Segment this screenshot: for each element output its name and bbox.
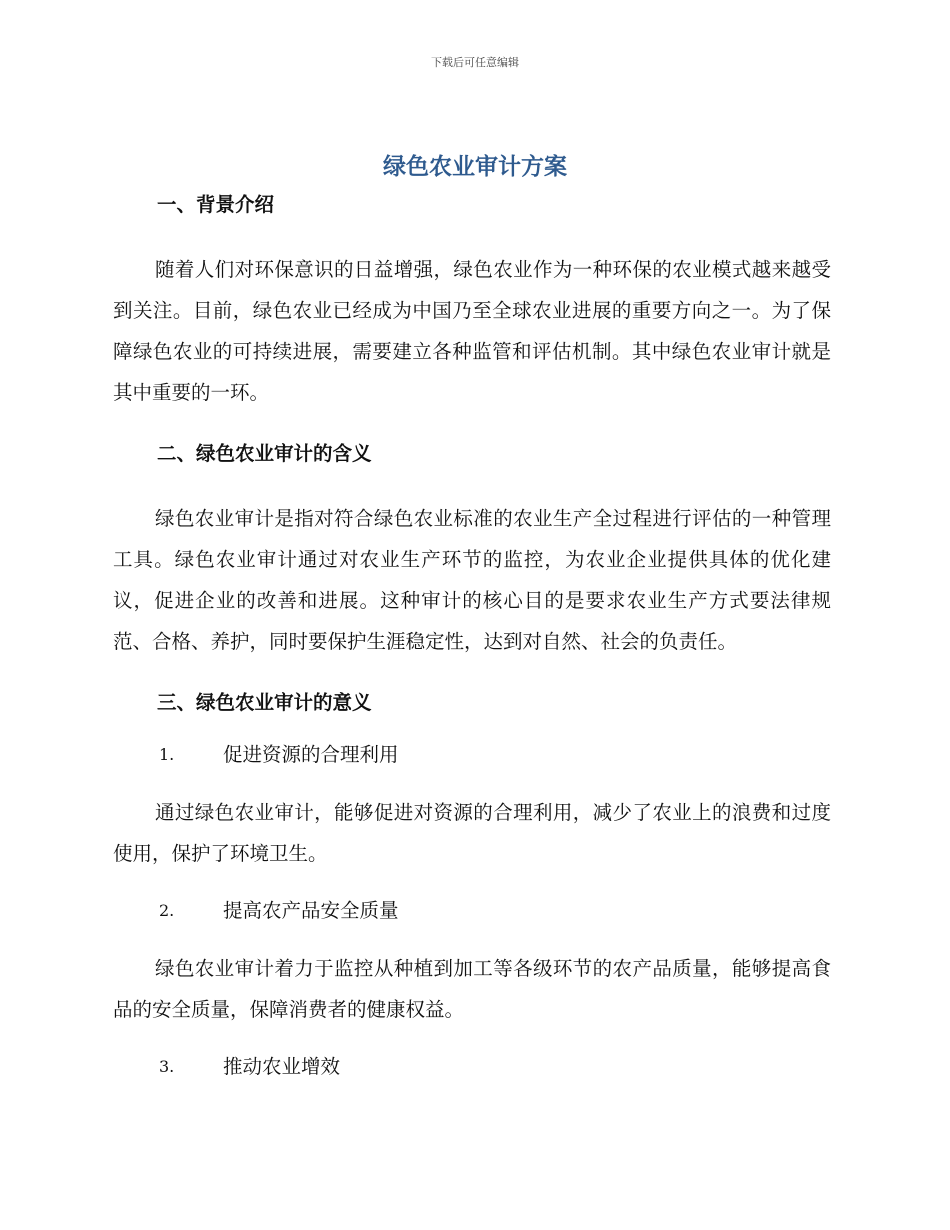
document-title: 绿色农业审计方案 [383,154,567,180]
list-paragraph: 通过绿色农业审计，能够促进对资源的合理利用，减少了农业上的浪费和过度使用，保护了环境卫生。 [113,801,831,865]
section-paragraph-background: 随着人们对环保意识的日益增强，绿色农业作为一种环保的农业模式越来越受到关注。目前，绿色农业已经成为中国乃至全球农业进展的重要方向之一。为了保障绿色农业的可持续进展，需要建立各种监管和评估机制。其中绿色农业审计就是其中重要的一环。 [113,258,831,404]
list-item [113,740,831,770]
list-label: 推动农业增效 [223,1055,341,1078]
section-heading-meaning: 二、绿色农业审计的含义 [157,442,372,465]
list-label: 促进资源的合理利用 [223,743,399,766]
document-body [113,190,831,1082]
list-item [113,1052,831,1082]
list-number: 3. [159,1057,175,1076]
list-number: 2. [159,901,175,920]
list-item [113,896,831,926]
section-heading-significance: 三、绿色农业审计的意义 [157,691,372,714]
section-paragraph-meaning: 绿色农业审计是指对符合绿色农业标准的农业生产全过程进行评估的一种管理工具。绿色农业审计通过对农业生产环节的监控，为农业企业提供具体的优化建议，促进企业的改善和进展。这种审计的核心目的是要求农业生产方式要法律规范、合格、养护，同时要保护生涯稳定性，达到对自然、社会的负责任。 [113,507,831,653]
header-note: 下载后可任意编辑 [431,56,519,69]
section-heading-background: 一、背景介绍 [157,193,275,216]
list-paragraph: 绿色农业审计着力于监控从种植到加工等各级环节的农产品质量，能够提高食品的安全质量，保障消费者的健康权益。 [113,957,831,1021]
list-label: 提高农产品安全质量 [223,899,399,922]
list-number: 1. [159,745,175,764]
